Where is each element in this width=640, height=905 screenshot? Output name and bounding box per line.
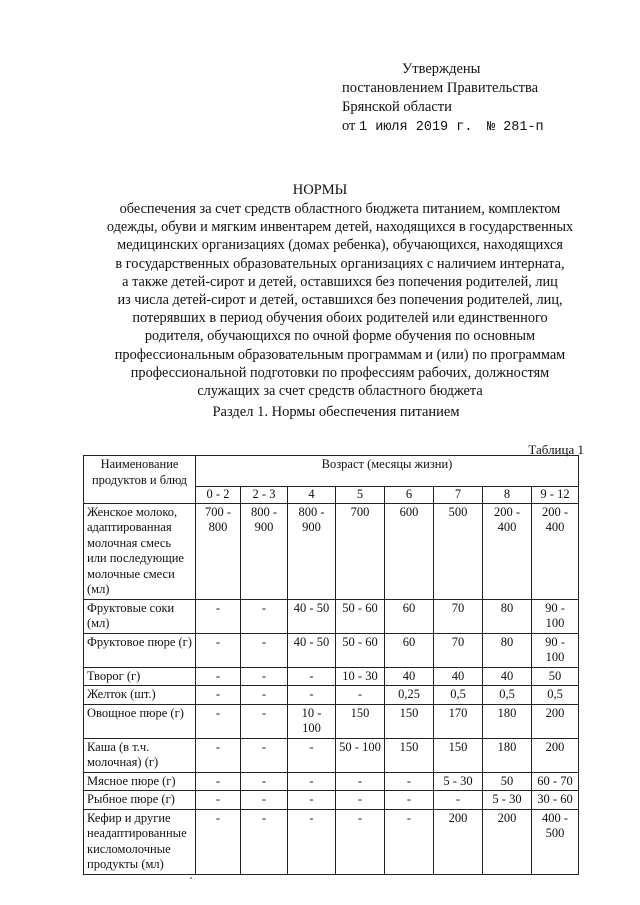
norm-value-cell: 200	[532, 738, 579, 772]
product-name-cell: Желток (шт.)	[84, 686, 196, 705]
norm-value-cell: 170	[434, 704, 483, 738]
norm-value-cell: -	[241, 809, 288, 874]
norm-value-cell: 50 - 100	[336, 738, 385, 772]
document-subtitle	[40, 200, 640, 400]
norm-value-cell: 0,25	[385, 686, 434, 705]
norm-value-cell: -	[241, 667, 288, 686]
norm-value-cell: 10 - 100	[288, 704, 336, 738]
norm-value-cell: 40 - 50	[288, 599, 336, 633]
subtitle-line: одежды, обуви и мягким инвентарем детей, находящихся в государственных	[106, 219, 574, 236]
norm-value-cell: 5 - 30	[483, 791, 532, 810]
product-name-cell: Фруктовые соки (мл)	[84, 599, 196, 633]
norm-value-cell: 80	[483, 633, 532, 667]
norm-value-cell: -	[385, 809, 434, 874]
subtitle-line: медицинских организациях (домах ребенка), обучающихся, находящихся	[117, 237, 563, 254]
norm-value-cell: -	[288, 772, 336, 791]
norm-value-cell: 50	[532, 667, 579, 686]
norm-value-cell: 60	[385, 599, 434, 633]
norm-value-cell: -	[196, 809, 241, 874]
norm-value-cell: 200	[532, 704, 579, 738]
subtitle-line: из числа детей-сирот и детей, оставшихся без попечения родителей, лиц,	[117, 292, 563, 309]
approval-line: Брянской области	[342, 99, 452, 115]
norm-value-cell: 0,5	[434, 686, 483, 705]
norm-value-cell: -	[336, 809, 385, 874]
norm-value-cell: 200	[434, 809, 483, 874]
norm-value-cell: 200 - 400	[532, 503, 579, 599]
header-age-col: 5	[336, 487, 385, 504]
table-row	[84, 686, 579, 705]
norm-value-cell: -	[196, 633, 241, 667]
norm-value-cell: 150	[434, 738, 483, 772]
norm-value-cell: 0,5	[483, 686, 532, 705]
header-age: Возраст (месяцы жизни)	[196, 456, 579, 487]
subtitle-line: а также детей-сирот и детей, оставшихся без попечения родителей, лиц	[122, 273, 558, 290]
norm-value-cell: 500	[434, 503, 483, 599]
norm-value-cell: -	[434, 791, 483, 810]
norm-value-cell: -	[336, 791, 385, 810]
norm-value-cell: 0,5	[532, 686, 579, 705]
table-row	[84, 599, 579, 633]
product-name-cell: Рыбное пюре (г)	[84, 791, 196, 810]
header-age-col: 9 - 12	[532, 487, 579, 504]
norm-value-cell: 90 - 100	[532, 599, 579, 633]
product-name-cell: Женское молоко, адаптированная молочная смесь или последующие молочные смеси (мл)	[84, 503, 196, 599]
norm-value-cell: 40	[483, 667, 532, 686]
header-age-col: 4	[288, 487, 336, 504]
norm-value-cell: -	[288, 809, 336, 874]
norm-value-cell: 150	[385, 738, 434, 772]
norm-value-cell: -	[241, 791, 288, 810]
section-title: Раздел 1. Нормы обеспечения питанием	[212, 404, 460, 420]
norm-value-cell: 180	[483, 738, 532, 772]
norm-value-cell: -	[196, 667, 241, 686]
product-name-cell: Овощное пюре (г)	[84, 704, 196, 738]
norm-value-cell: -	[241, 738, 288, 772]
norm-value-cell: -	[241, 599, 288, 633]
norm-value-cell: 200 - 400	[483, 503, 532, 599]
header-age-col: 2 - 3	[241, 487, 288, 504]
norm-value-cell: 800 - 900	[241, 503, 288, 599]
norm-value-cell: 800 - 900	[288, 503, 336, 599]
norm-value-cell: 50	[483, 772, 532, 791]
product-name-cell: Каша (в т.ч. молочная) (г)	[84, 738, 196, 772]
nutrition-norms-table	[83, 455, 579, 875]
norm-value-cell: -	[196, 738, 241, 772]
table-row	[84, 772, 579, 791]
subtitle-line: профессиональной подготовки по профессиям рабочих, должностям	[130, 364, 550, 381]
header-age-col: 8	[483, 487, 532, 504]
subtitle-line: родителя, обучающихся по очной форме обучения по основным	[144, 328, 536, 345]
norm-value-cell: 700	[336, 503, 385, 599]
norm-value-cell: -	[288, 667, 336, 686]
subtitle-line: служащих за счет средств областного бюджета	[197, 383, 483, 400]
norm-value-cell: 180	[483, 704, 532, 738]
table-row	[84, 503, 579, 599]
approval-date-line	[342, 117, 544, 137]
norm-value-cell: 40	[434, 667, 483, 686]
norm-value-cell: -	[336, 686, 385, 705]
norm-value-cell: 40 - 50	[288, 633, 336, 667]
norm-value-cell: -	[196, 599, 241, 633]
norm-value-cell: 50 - 60	[336, 633, 385, 667]
norm-value-cell: 80	[483, 599, 532, 633]
norm-value-cell: -	[196, 704, 241, 738]
norm-value-cell: 5 - 30	[434, 772, 483, 791]
norm-value-cell: 70	[434, 633, 483, 667]
subtitle-line: профессиональным образовательным программам и (или) по программам	[114, 346, 566, 363]
product-name-cell: Фруктовое пюре (г)	[84, 633, 196, 667]
norm-value-cell: 90 - 100	[532, 633, 579, 667]
header-product-name: Наименование продуктов и блюд	[84, 456, 196, 504]
norm-value-cell: -	[241, 633, 288, 667]
table-row	[84, 667, 579, 686]
approval-line: постановлением Правительства	[342, 80, 539, 96]
norm-value-cell: -	[241, 686, 288, 705]
norm-value-cell: 150	[385, 704, 434, 738]
table-row	[84, 704, 579, 738]
header-age-col: 0 - 2	[196, 487, 241, 504]
norm-value-cell: 40	[385, 667, 434, 686]
product-name-cell: Творог (г)	[84, 667, 196, 686]
approval-line: Утверждены	[402, 61, 481, 77]
norm-value-cell: 10 - 30	[336, 667, 385, 686]
norm-value-cell: -	[241, 704, 288, 738]
scan-speck	[190, 877, 192, 879]
norm-value-cell: -	[385, 791, 434, 810]
norm-value-cell: 50 - 60	[336, 599, 385, 633]
subtitle-line: в государственных образовательных организациях с наличием интерната,	[115, 255, 565, 272]
norm-value-cell: 60	[385, 633, 434, 667]
norm-value-cell: -	[241, 772, 288, 791]
header-age-col: 7	[434, 487, 483, 504]
norm-value-cell: 700 - 800	[196, 503, 241, 599]
table-row	[84, 738, 579, 772]
date-prefix: от	[342, 118, 356, 134]
norm-value-cell: -	[196, 772, 241, 791]
norm-value-cell: -	[288, 686, 336, 705]
norm-value-cell: 30 - 60	[532, 791, 579, 810]
approval-number: № 281-п	[486, 120, 544, 135]
approval-date: 1 июля 2019 г.	[359, 120, 473, 135]
norm-value-cell: 600	[385, 503, 434, 599]
subtitle-line: потерявших в период обучения обоих родителей или единственного	[132, 310, 548, 327]
product-name-cell: Мясное пюре (г)	[84, 772, 196, 791]
approval-block	[342, 60, 544, 137]
table-row	[84, 809, 579, 874]
norm-value-cell: 400 - 500	[532, 809, 579, 874]
table-row	[84, 791, 579, 810]
header-age-col: 6	[385, 487, 434, 504]
document-title: НОРМЫ	[292, 182, 348, 198]
norm-value-cell: 200	[483, 809, 532, 874]
product-name-cell: Кефир и другие неадаптированные кисломолочные продукты (мл)	[84, 809, 196, 874]
subtitle-line: обеспечения за счет средств областного бюджета питанием, комплектом	[119, 201, 561, 217]
table-number: Таблица 1	[528, 442, 584, 457]
table-row	[84, 633, 579, 667]
norm-value-cell: 150	[336, 704, 385, 738]
norm-value-cell: -	[196, 686, 241, 705]
norm-value-cell: -	[385, 772, 434, 791]
norm-value-cell: 60 - 70	[532, 772, 579, 791]
norm-value-cell: -	[336, 772, 385, 791]
norm-value-cell: 70	[434, 599, 483, 633]
norm-value-cell: -	[196, 791, 241, 810]
norm-value-cell: -	[288, 791, 336, 810]
norm-value-cell: -	[288, 738, 336, 772]
